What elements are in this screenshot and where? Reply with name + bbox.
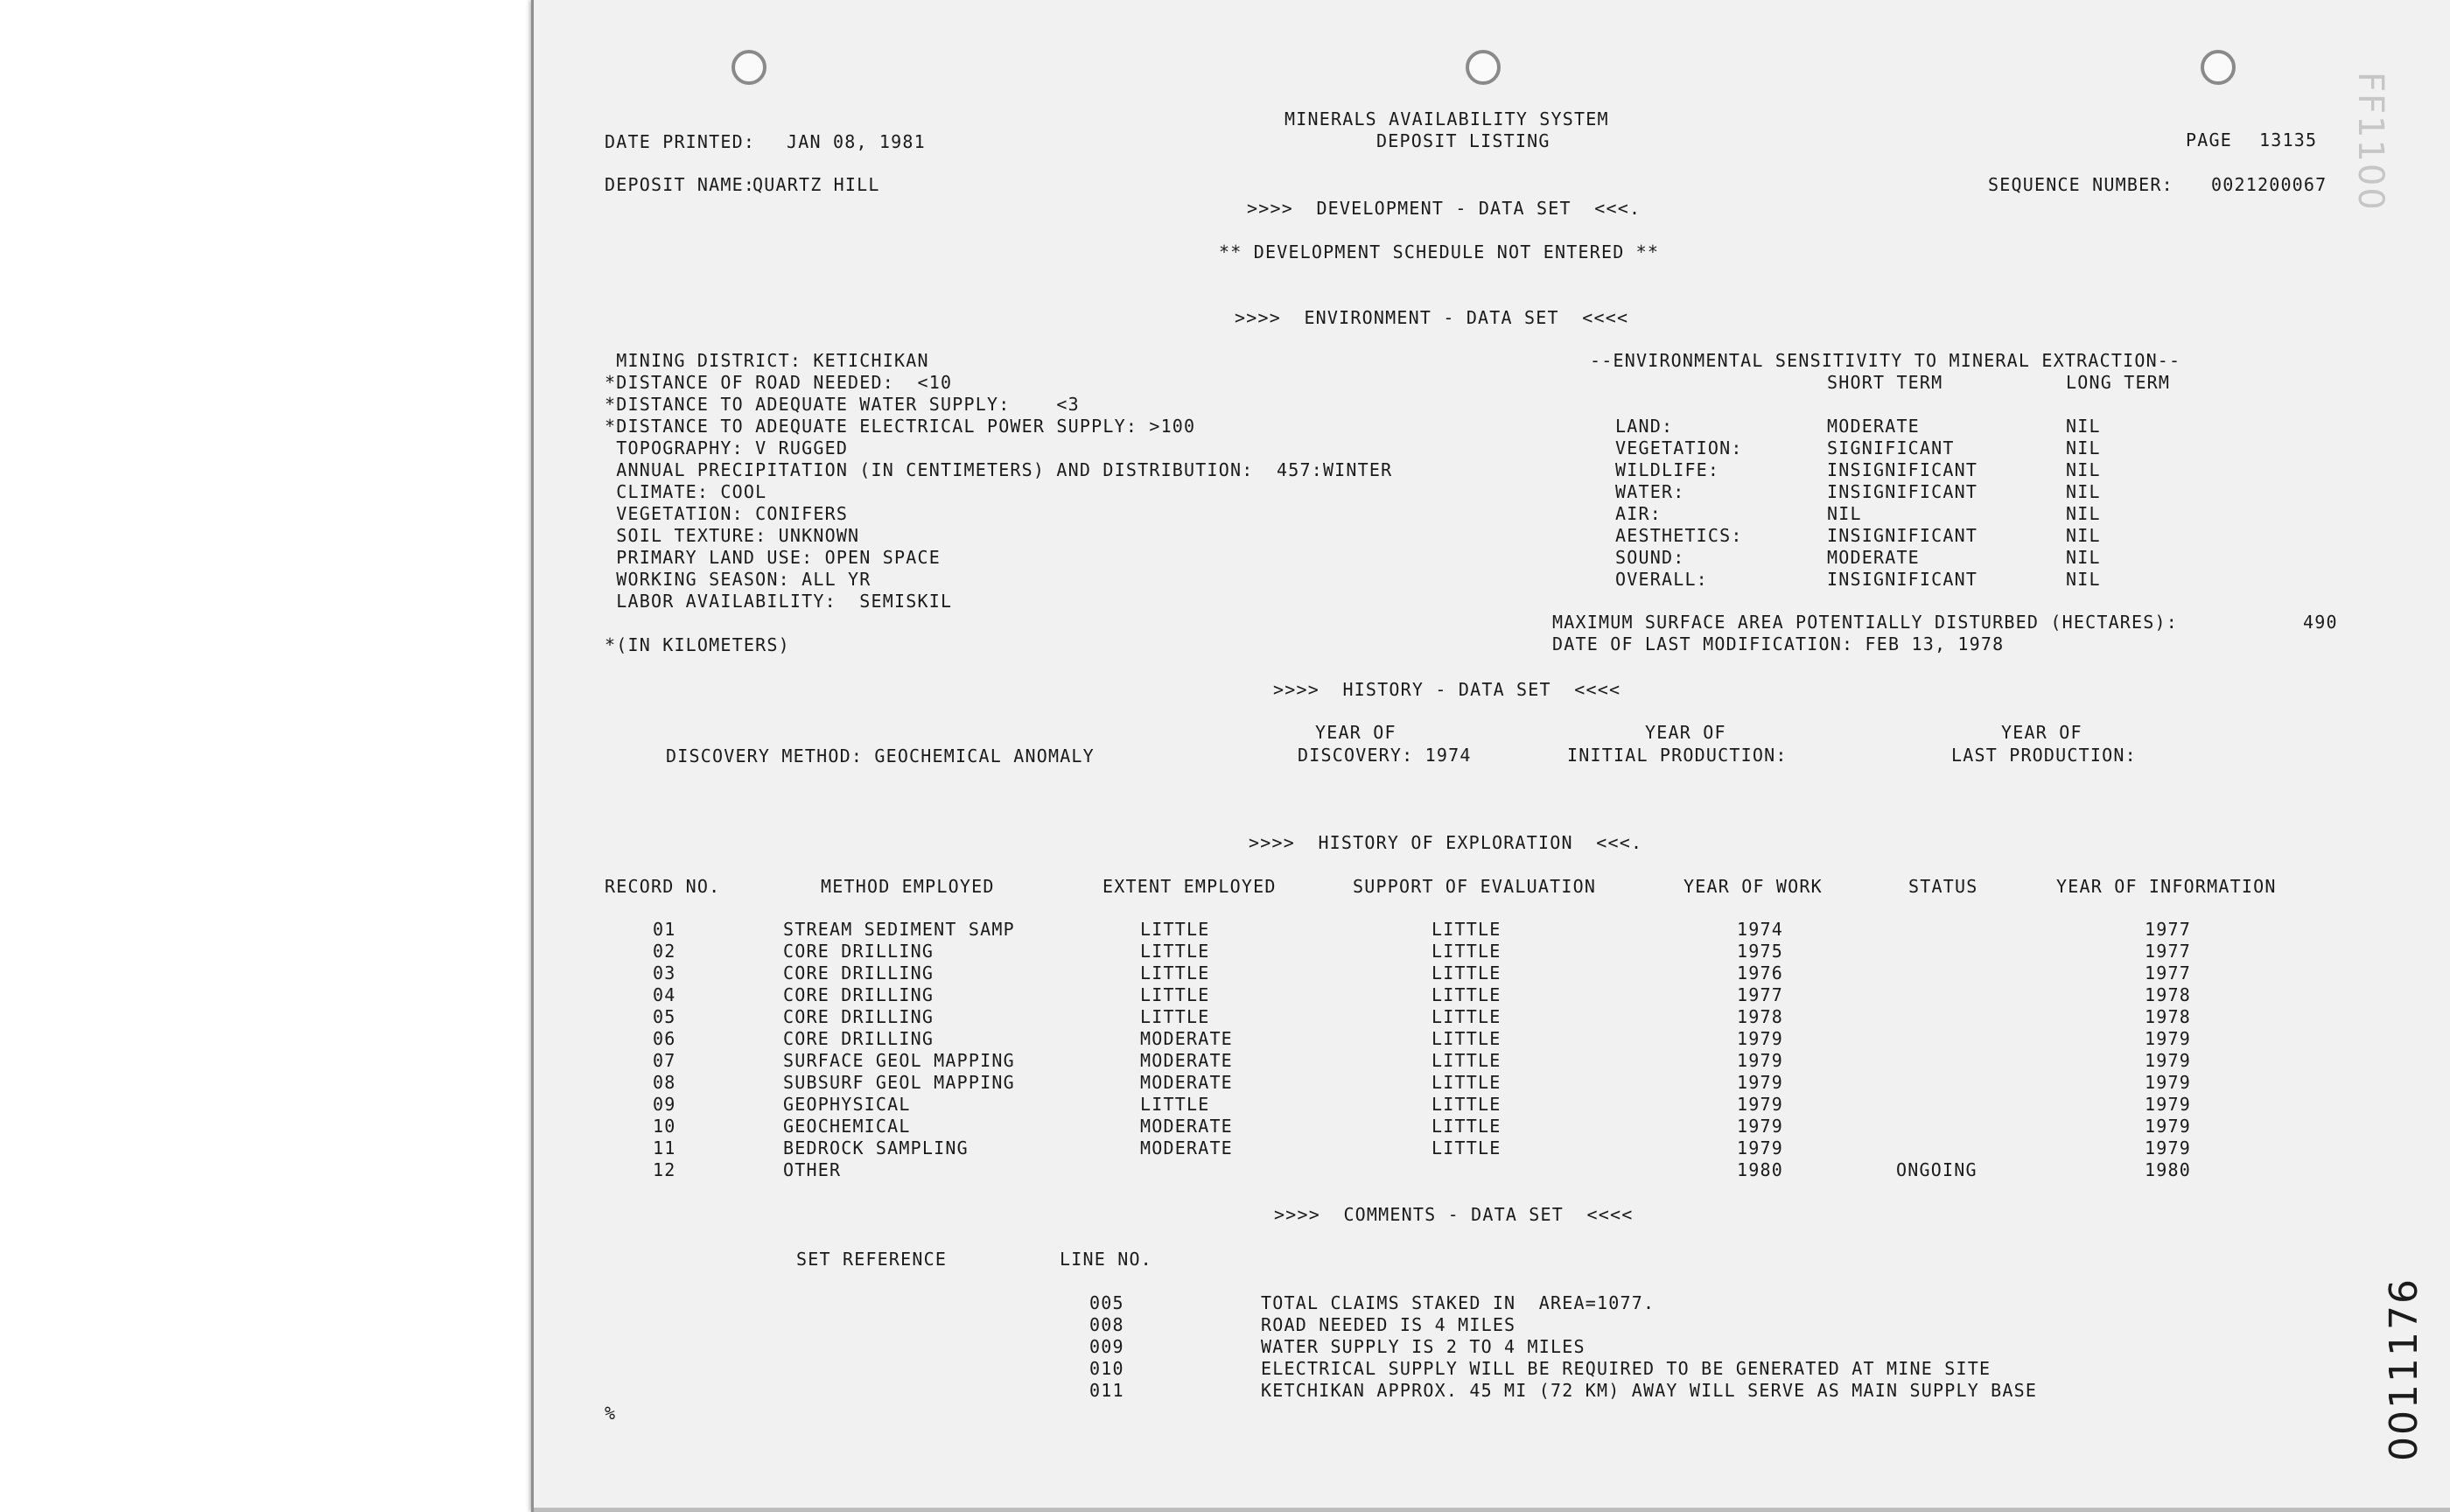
cell-support-of-evaluation: LITTLE <box>1432 1006 1502 1027</box>
cell-support-of-evaluation: LITTLE <box>1432 962 1502 984</box>
listing-title: DEPOSIT LISTING <box>1376 130 1550 151</box>
cell-year-of-work: 1980 <box>1737 1159 1783 1180</box>
cell-extent-employed: MODERATE <box>1140 1116 1233 1137</box>
punch-hole-center <box>1466 50 1501 85</box>
sensitivity-short: NIL <box>1827 503 1862 524</box>
cell-year-of-information: 1979 <box>2145 1138 2191 1158</box>
env-field: ANNUAL PRECIPITATION (IN CENTIMETERS) AND DISTRIBUTION: 457:WINTER <box>605 459 1393 480</box>
cell-year-of-information: 1979 <box>2145 1094 2191 1115</box>
sensitivity-short: INSIGNIFICANT <box>1827 525 1978 546</box>
sensitivity-long: NIL <box>2066 569 2101 590</box>
env-field: TOPOGRAPHY: V RUGGED <box>605 438 849 458</box>
env-field: *DISTANCE TO ADEQUATE ELECTRICAL POWER SUPPLY: >100 <box>605 416 1196 437</box>
cell-year-of-information: 1978 <box>2145 984 2191 1005</box>
cell-support-of-evaluation: LITTLE <box>1432 984 1502 1005</box>
film-mark-bottom: 0011176 <box>2382 1278 2426 1461</box>
comment-line-no: 011 <box>1089 1380 1124 1401</box>
development-note: ** DEVELOPMENT SCHEDULE NOT ENTERED ** <box>1219 242 1660 262</box>
sensitivity-category: LAND: <box>1615 416 1674 437</box>
sensitivity-long: NIL <box>2066 481 2101 502</box>
cell-method-employed: CORE DRILLING <box>783 1028 934 1049</box>
date-printed: JAN 08, 1981 <box>787 131 926 152</box>
line-no-header: LINE NO. <box>1060 1249 1152 1270</box>
sensitivity-short: INSIGNIFICANT <box>1827 569 1978 590</box>
cell-support-of-evaluation: LITTLE <box>1432 1050 1502 1071</box>
cell-record-no: 08 <box>653 1072 676 1093</box>
initial-production: INITIAL PRODUCTION: <box>1567 745 1788 766</box>
cell-record-no: 04 <box>653 984 676 1005</box>
last-modification: DATE OF LAST MODIFICATION: FEB 13, 1978 <box>1552 634 2005 654</box>
cell-year-of-work: 1979 <box>1737 1028 1783 1049</box>
sequence-label: SEQUENCE NUMBER: <box>1988 174 2174 195</box>
cell-method-employed: BEDROCK SAMPLING <box>783 1138 969 1158</box>
cell-year-of-work: 1978 <box>1737 1006 1783 1027</box>
footer-mark: % <box>605 1403 617 1424</box>
cell-support-of-evaluation: LITTLE <box>1432 1072 1502 1093</box>
cell-method-employed: CORE DRILLING <box>783 1006 934 1027</box>
cell-extent-employed: LITTLE <box>1140 941 1210 962</box>
col-method-employed: METHOD EMPLOYED <box>821 876 995 897</box>
cell-year-of-work: 1979 <box>1737 1138 1783 1158</box>
cell-year-of-information: 1980 <box>2145 1159 2191 1180</box>
cell-record-no: 07 <box>653 1050 676 1071</box>
cell-year-of-work: 1974 <box>1737 919 1783 940</box>
cell-extent-employed: LITTLE <box>1140 1006 1210 1027</box>
set-reference-header: SET REFERENCE <box>796 1249 948 1270</box>
env-field: MINING DISTRICT: KETICHIKAN <box>605 350 929 371</box>
development-heading: >>>> DEVELOPMENT - DATA SET <<<. <box>1247 198 1642 219</box>
kilometers-footnote: *(IN KILOMETERS) <box>605 634 790 655</box>
long-term-header: LONG TERM <box>2066 372 2171 393</box>
cell-extent-employed: LITTLE <box>1140 962 1210 984</box>
comments-heading: >>>> COMMENTS - DATA SET <<<< <box>1274 1204 1634 1225</box>
sensitivity-short: INSIGNIFICANT <box>1827 481 1978 502</box>
comment-line-no: 005 <box>1089 1292 1124 1313</box>
cell-extent-employed: LITTLE <box>1140 1094 1210 1115</box>
max-surface-label: MAXIMUM SURFACE AREA POTENTIALLY DISTURBED (HECTARES): <box>1552 612 2179 633</box>
sensitivity-short: MODERATE <box>1827 547 1920 568</box>
cell-extent-employed: LITTLE <box>1140 919 1210 940</box>
cell-year-of-information: 1979 <box>2145 1028 2191 1049</box>
comment-line-no: 008 <box>1089 1314 1124 1335</box>
env-field: SOIL TEXTURE: UNKNOWN <box>605 525 860 546</box>
sensitivity-category: OVERALL: <box>1615 569 1708 590</box>
short-term-header: SHORT TERM <box>1827 372 1943 393</box>
film-mark-top: FF1100 <box>2350 72 2390 212</box>
cell-extent-employed: MODERATE <box>1140 1028 1233 1049</box>
col-support-of-evaluation: SUPPORT OF EVALUATION <box>1353 876 1597 897</box>
comment-text: ELECTRICAL SUPPLY WILL BE REQUIRED TO BE GENERATED AT MINE SITE <box>1261 1358 1992 1379</box>
cell-method-employed: OTHER <box>783 1159 842 1180</box>
env-field: CLIMATE: COOL <box>605 481 767 502</box>
cell-record-no: 02 <box>653 941 676 962</box>
cell-year-of-work: 1977 <box>1737 984 1783 1005</box>
discovery-year: DISCOVERY: 1974 <box>1298 745 1472 766</box>
sensitivity-long: NIL <box>2066 503 2101 524</box>
cell-method-employed: STREAM SEDIMENT SAMP <box>783 919 1015 940</box>
cell-method-employed: SURFACE GEOL MAPPING <box>783 1050 1015 1071</box>
cell-extent-employed: MODERATE <box>1140 1072 1233 1093</box>
env-field: VEGETATION: CONIFERS <box>605 503 849 524</box>
initial-production-year-label: YEAR OF <box>1645 722 1726 743</box>
cell-year-of-information: 1978 <box>2145 1006 2191 1027</box>
exploration-heading: >>>> HISTORY OF EXPLORATION <<<. <box>1249 832 1643 853</box>
sensitivity-category: VEGETATION: <box>1615 438 1743 458</box>
comment-line-no: 009 <box>1089 1336 1124 1357</box>
cell-method-employed: GEOCHEMICAL <box>783 1116 911 1137</box>
comment-text: WATER SUPPLY IS 2 TO 4 MILES <box>1261 1336 1586 1357</box>
cell-record-no: 11 <box>653 1138 676 1158</box>
cell-support-of-evaluation: LITTLE <box>1432 1094 1502 1115</box>
sensitivity-title: --ENVIRONMENTAL SENSITIVITY TO MINERAL EXTRACTION-- <box>1590 350 2181 371</box>
cell-year-of-work: 1979 <box>1737 1072 1783 1093</box>
sensitivity-long: NIL <box>2066 525 2101 546</box>
cell-year-of-information: 1979 <box>2145 1116 2191 1137</box>
cell-support-of-evaluation: LITTLE <box>1432 919 1502 940</box>
sensitivity-long: NIL <box>2066 438 2101 458</box>
cell-year-of-information: 1977 <box>2145 941 2191 962</box>
page-number: 13135 <box>2259 130 2318 150</box>
cell-year-of-work: 1976 <box>1737 962 1783 984</box>
cell-support-of-evaluation: LITTLE <box>1432 941 1502 962</box>
col-year-of-information: YEAR OF INFORMATION <box>2056 876 2277 897</box>
sensitivity-category: AIR: <box>1615 503 1662 524</box>
last-production-year-label: YEAR OF <box>2001 722 2082 743</box>
cell-method-employed: SUBSURF GEOL MAPPING <box>783 1072 1015 1093</box>
deposit-name-label: DEPOSIT NAME: <box>605 174 756 195</box>
last-production: LAST PRODUCTION: <box>1951 745 2137 766</box>
punch-hole-right <box>2201 50 2236 85</box>
col-status: STATUS <box>1908 876 1978 897</box>
sensitivity-category: WILDLIFE: <box>1615 459 1720 480</box>
cell-support-of-evaluation: LITTLE <box>1432 1028 1502 1049</box>
sensitivity-category: AESTHETICS: <box>1615 525 1743 546</box>
comment-text: ROAD NEEDED IS 4 MILES <box>1261 1314 1516 1335</box>
deposit-name: QUARTZ HILL <box>752 174 880 195</box>
env-field: *DISTANCE TO ADEQUATE WATER SUPPLY: <3 <box>605 394 1080 415</box>
max-surface-value: 490 <box>2303 612 2338 633</box>
discovery-year-label: YEAR OF <box>1315 722 1396 743</box>
cell-extent-employed: MODERATE <box>1140 1138 1233 1158</box>
cell-year-of-work: 1979 <box>1737 1050 1783 1071</box>
col-year-of-work: YEAR OF WORK <box>1684 876 1823 897</box>
cell-record-no: 06 <box>653 1028 676 1049</box>
env-field: WORKING SEASON: ALL YR <box>605 569 872 590</box>
cell-record-no: 12 <box>653 1159 676 1180</box>
cell-support-of-evaluation: LITTLE <box>1432 1138 1502 1158</box>
cell-record-no: 01 <box>653 919 676 940</box>
punch-hole-left <box>732 50 766 85</box>
page-label: PAGE <box>2186 130 2232 150</box>
sensitivity-long: NIL <box>2066 459 2101 480</box>
cell-method-employed: CORE DRILLING <box>783 962 934 984</box>
cell-record-no: 09 <box>653 1094 676 1115</box>
cell-year-of-information: 1977 <box>2145 962 2191 984</box>
sensitivity-long: NIL <box>2066 547 2101 568</box>
env-field: PRIMARY LAND USE: OPEN SPACE <box>605 547 941 568</box>
sensitivity-short: SIGNIFICANT <box>1827 438 1955 458</box>
cell-record-no: 03 <box>653 962 676 984</box>
history-heading: >>>> HISTORY - DATA SET <<<< <box>1273 679 1621 700</box>
date-printed-label: DATE PRINTED: <box>605 131 756 152</box>
cell-year-of-work: 1979 <box>1737 1094 1783 1115</box>
col-record-no: RECORD NO. <box>605 876 721 897</box>
cell-record-no: 05 <box>653 1006 676 1027</box>
comment-text: TOTAL CLAIMS STAKED IN AREA=1077. <box>1261 1292 1656 1313</box>
cell-status: ONGOING <box>1896 1159 1978 1180</box>
comment-line-no: 010 <box>1089 1358 1124 1379</box>
sequence-number: 0021200067 <box>2211 174 2328 195</box>
discovery-method: DISCOVERY METHOD: GEOCHEMICAL ANOMALY <box>666 746 1095 766</box>
env-field: *DISTANCE OF ROAD NEEDED: <10 <box>605 372 953 393</box>
sensitivity-short: INSIGNIFICANT <box>1827 459 1978 480</box>
system-title: MINERALS AVAILABILITY SYSTEM <box>1284 108 1609 130</box>
cell-year-of-information: 1979 <box>2145 1050 2191 1071</box>
cell-year-of-information: 1977 <box>2145 919 2191 940</box>
cell-method-employed: CORE DRILLING <box>783 984 934 1005</box>
cell-year-of-work: 1979 <box>1737 1116 1783 1137</box>
cell-year-of-information: 1979 <box>2145 1072 2191 1093</box>
sensitivity-category: WATER: <box>1615 481 1685 502</box>
sensitivity-category: SOUND: <box>1615 547 1685 568</box>
cell-extent-employed: LITTLE <box>1140 984 1210 1005</box>
env-field: LABOR AVAILABILITY: SEMISKIL <box>605 591 953 612</box>
cell-method-employed: CORE DRILLING <box>783 941 934 962</box>
cell-support-of-evaluation: LITTLE <box>1432 1116 1502 1137</box>
cell-method-employed: GEOPHYSICAL <box>783 1094 911 1115</box>
col-extent-employed: EXTENT EMPLOYED <box>1102 876 1277 897</box>
cell-year-of-work: 1975 <box>1737 941 1783 962</box>
cell-record-no: 10 <box>653 1116 676 1137</box>
environment-heading: >>>> ENVIRONMENT - DATA SET <<<< <box>1235 307 1629 328</box>
comment-text: KETCHIKAN APPROX. 45 MI (72 KM) AWAY WILL SERVE AS MAIN SUPPLY BASE <box>1261 1380 2038 1401</box>
sensitivity-long: NIL <box>2066 416 2101 437</box>
cell-extent-employed: MODERATE <box>1140 1050 1233 1071</box>
sensitivity-short: MODERATE <box>1827 416 1920 437</box>
